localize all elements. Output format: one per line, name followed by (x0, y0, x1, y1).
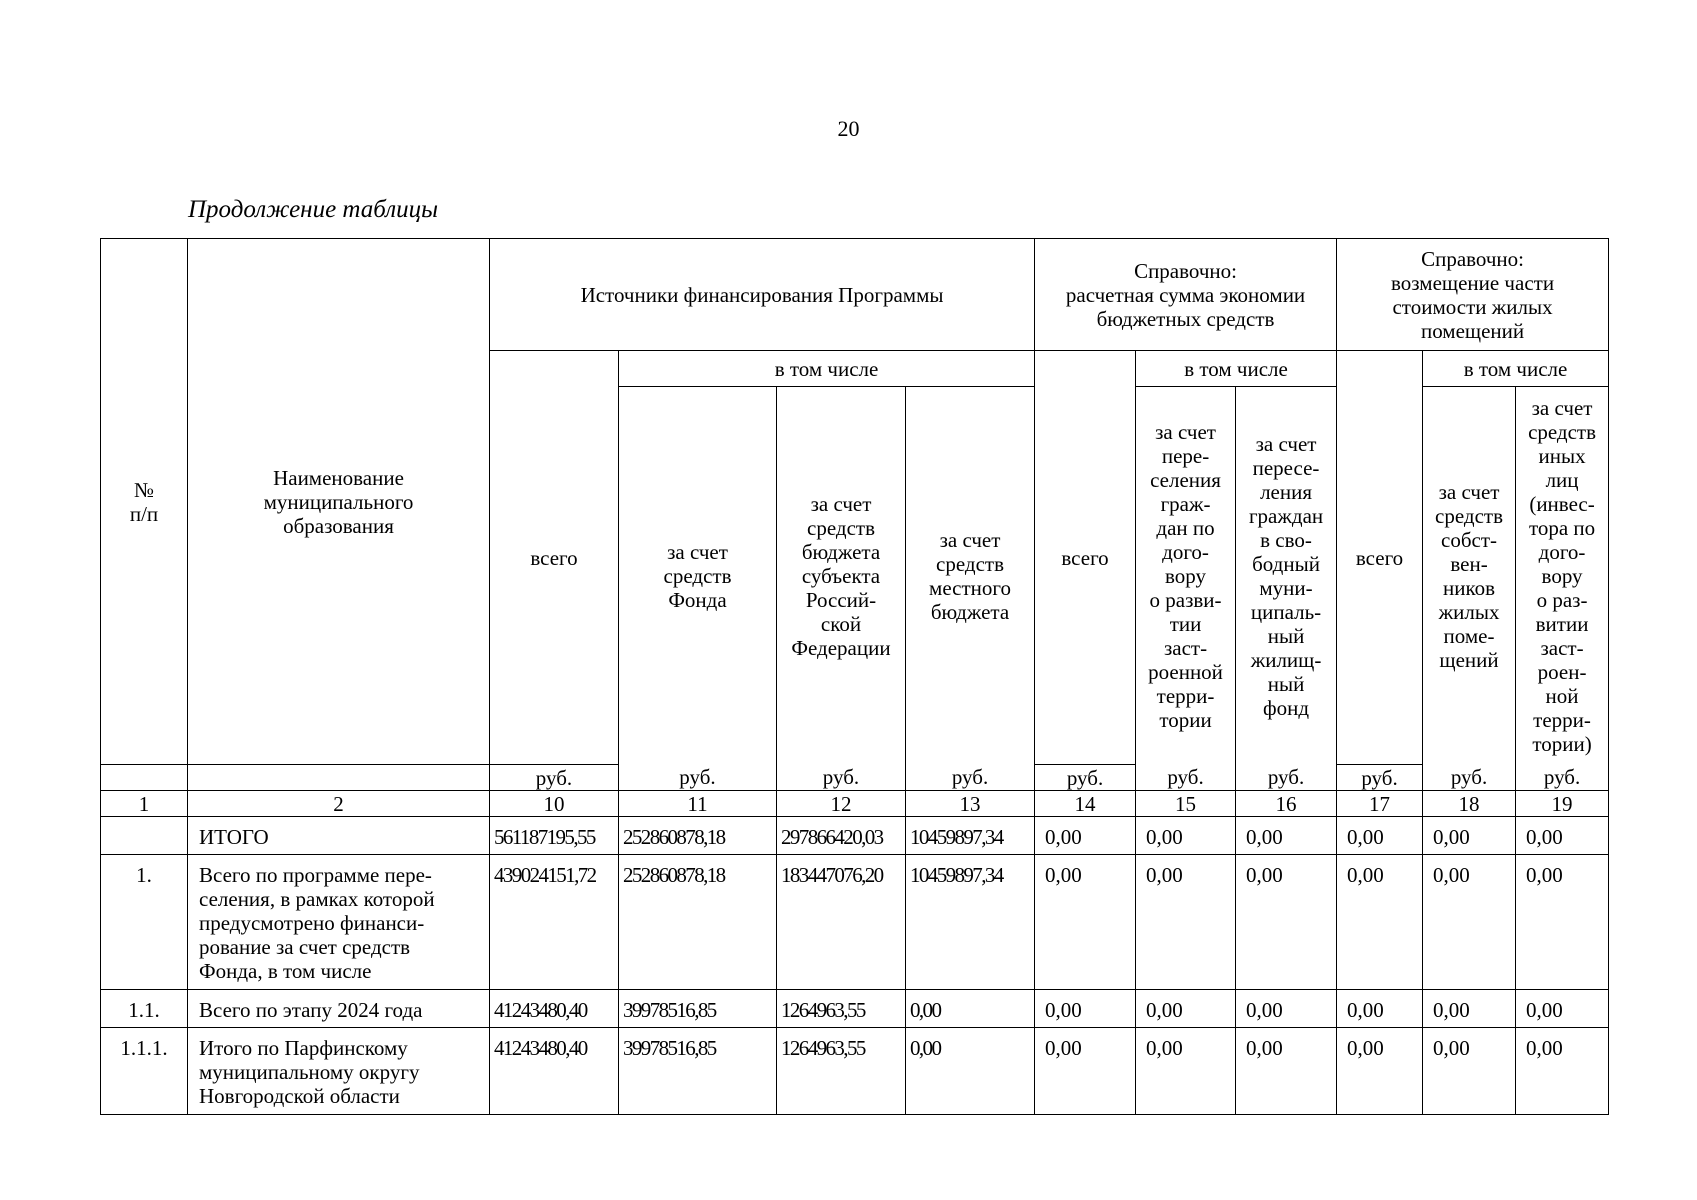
header-group-economy: Справочно: расчетная сумма экономии бюджетных средств (1035, 239, 1337, 351)
column-number: 14 (1035, 791, 1136, 817)
value-local-budget: 10459897,34 (906, 855, 1035, 990)
value-economy-total: 0,00 (1035, 817, 1136, 855)
row-number: 1.1. (101, 990, 188, 1028)
value-resettle-free: 0,00 (1236, 990, 1337, 1028)
value-total: 41243480,40 (490, 1028, 619, 1115)
value-other-persons: 0,00 (1516, 1028, 1609, 1115)
value-total: 439024151,72 (490, 855, 619, 990)
header-local-budget: за счет средств местного бюджета (906, 387, 1035, 765)
value-resettle-free: 0,00 (1236, 855, 1337, 990)
value-subject-budget: 1264963,55 (777, 1028, 906, 1115)
column-number: 18 (1423, 791, 1516, 817)
value-compensation-total: 0,00 (1337, 1028, 1423, 1115)
value-compensation-total: 0,00 (1337, 817, 1423, 855)
column-number: 10 (490, 791, 619, 817)
value-owners-funds: 0,00 (1423, 1028, 1516, 1115)
row-name: ИТОГО (188, 817, 490, 855)
unit-label: руб. (490, 765, 619, 791)
row-number: 1. (101, 855, 188, 990)
unit-label: руб. (906, 765, 1035, 791)
value-subject-budget: 1264963,55 (777, 990, 906, 1028)
value-resettle-contract: 0,00 (1136, 990, 1236, 1028)
column-number: 15 (1136, 791, 1236, 817)
header-economy-total: всего (1035, 351, 1136, 765)
header-resettle-free: за счет пересе- ления граждан в сво- бодный муни- ципаль- ный жилищ- ный фонд (1236, 387, 1337, 765)
unit-label: руб. (1423, 765, 1516, 791)
header-group-compensation: Справочно: возмещение части стоимости жилых помещений (1337, 239, 1609, 351)
unit-label: руб. (1516, 765, 1609, 791)
page-number: 20 (837, 116, 860, 141)
header-compensation-including: в том числе (1423, 351, 1609, 387)
value-local-budget: 0,00 (906, 1028, 1035, 1115)
unit-spacer-no (101, 765, 188, 791)
value-fund: 252860878,18 (619, 855, 777, 990)
header-fund: за счет средств Фонда (619, 387, 777, 765)
value-other-persons: 0,00 (1516, 990, 1609, 1028)
value-subject-budget: 183447076,20 (777, 855, 906, 990)
value-compensation-total: 0,00 (1337, 855, 1423, 990)
header-sources-total: всего (490, 351, 619, 765)
value-owners-funds: 0,00 (1423, 990, 1516, 1028)
column-number: 12 (777, 791, 906, 817)
header-group-sources: Источники финансирования Программы (490, 239, 1035, 351)
value-other-persons: 0,00 (1516, 855, 1609, 990)
column-number: 1 (101, 791, 188, 817)
column-number: 19 (1516, 791, 1609, 817)
value-resettle-contract: 0,00 (1136, 855, 1236, 990)
row-name: Всего по программе пере- селения, в рамках которой предусмотрено финанси- рование за счет средств Фонда, в том числе (188, 855, 490, 990)
value-subject-budget: 297866420,03 (777, 817, 906, 855)
header-subject-budget: за счет средств бюджета субъекта Россий- ской Федерации (777, 387, 906, 765)
value-economy-total: 0,00 (1035, 1028, 1136, 1115)
value-total: 41243480,40 (490, 990, 619, 1028)
unit-spacer-name (188, 765, 490, 791)
unit-label: руб. (1136, 765, 1236, 791)
column-number: 17 (1337, 791, 1423, 817)
value-resettle-free: 0,00 (1236, 1028, 1337, 1115)
value-resettle-contract: 0,00 (1136, 1028, 1236, 1115)
value-local-budget: 0,00 (906, 990, 1035, 1028)
value-fund: 39978516,85 (619, 990, 777, 1028)
row-name: Всего по этапу 2024 года (188, 990, 490, 1028)
financing-table (100, 238, 1609, 1115)
unit-label: руб. (1236, 765, 1337, 791)
header-owners-funds: за счет средств собст- вен- ников жилых поме- щений (1423, 387, 1516, 765)
row-number: 1.1.1. (101, 1028, 188, 1115)
header-resettle-contract: за счет пере- селения граж- дан по дого- вору о разви- тии заст- роенной терри- тории (1136, 387, 1236, 765)
header-other-persons: за счет средств иных лиц (инвес- тора по дого- вору о раз- витии заст- роен- ной терри- тории) (1516, 387, 1609, 765)
header-sources-including: в том числе (619, 351, 1035, 387)
unit-label: руб. (619, 765, 777, 791)
header-col-name: Наименование муниципального образования (188, 239, 490, 765)
value-economy-total: 0,00 (1035, 990, 1136, 1028)
value-other-persons: 0,00 (1516, 817, 1609, 855)
header-compensation-total: всего (1337, 351, 1423, 765)
unit-label: руб. (777, 765, 906, 791)
table-caption: Продолжение таблицы (188, 196, 439, 223)
row-number (101, 817, 188, 855)
column-number: 13 (906, 791, 1035, 817)
value-resettle-contract: 0,00 (1136, 817, 1236, 855)
value-compensation-total: 0,00 (1337, 990, 1423, 1028)
value-total: 561187195,55 (490, 817, 619, 855)
value-fund: 252860878,18 (619, 817, 777, 855)
header-economy-including: в том числе (1136, 351, 1337, 387)
column-number: 2 (188, 791, 490, 817)
value-owners-funds: 0,00 (1423, 817, 1516, 855)
value-resettle-free: 0,00 (1236, 817, 1337, 855)
unit-label: руб. (1035, 765, 1136, 791)
unit-label: руб. (1337, 765, 1423, 791)
value-fund: 39978516,85 (619, 1028, 777, 1115)
column-number: 16 (1236, 791, 1337, 817)
header-col-number: № п/п (101, 239, 188, 765)
value-owners-funds: 0,00 (1423, 855, 1516, 990)
value-economy-total: 0,00 (1035, 855, 1136, 990)
value-local-budget: 10459897,34 (906, 817, 1035, 855)
column-number: 11 (619, 791, 777, 817)
row-name: Итого по Парфинскому муниципальному округу Новгородской области (188, 1028, 490, 1115)
